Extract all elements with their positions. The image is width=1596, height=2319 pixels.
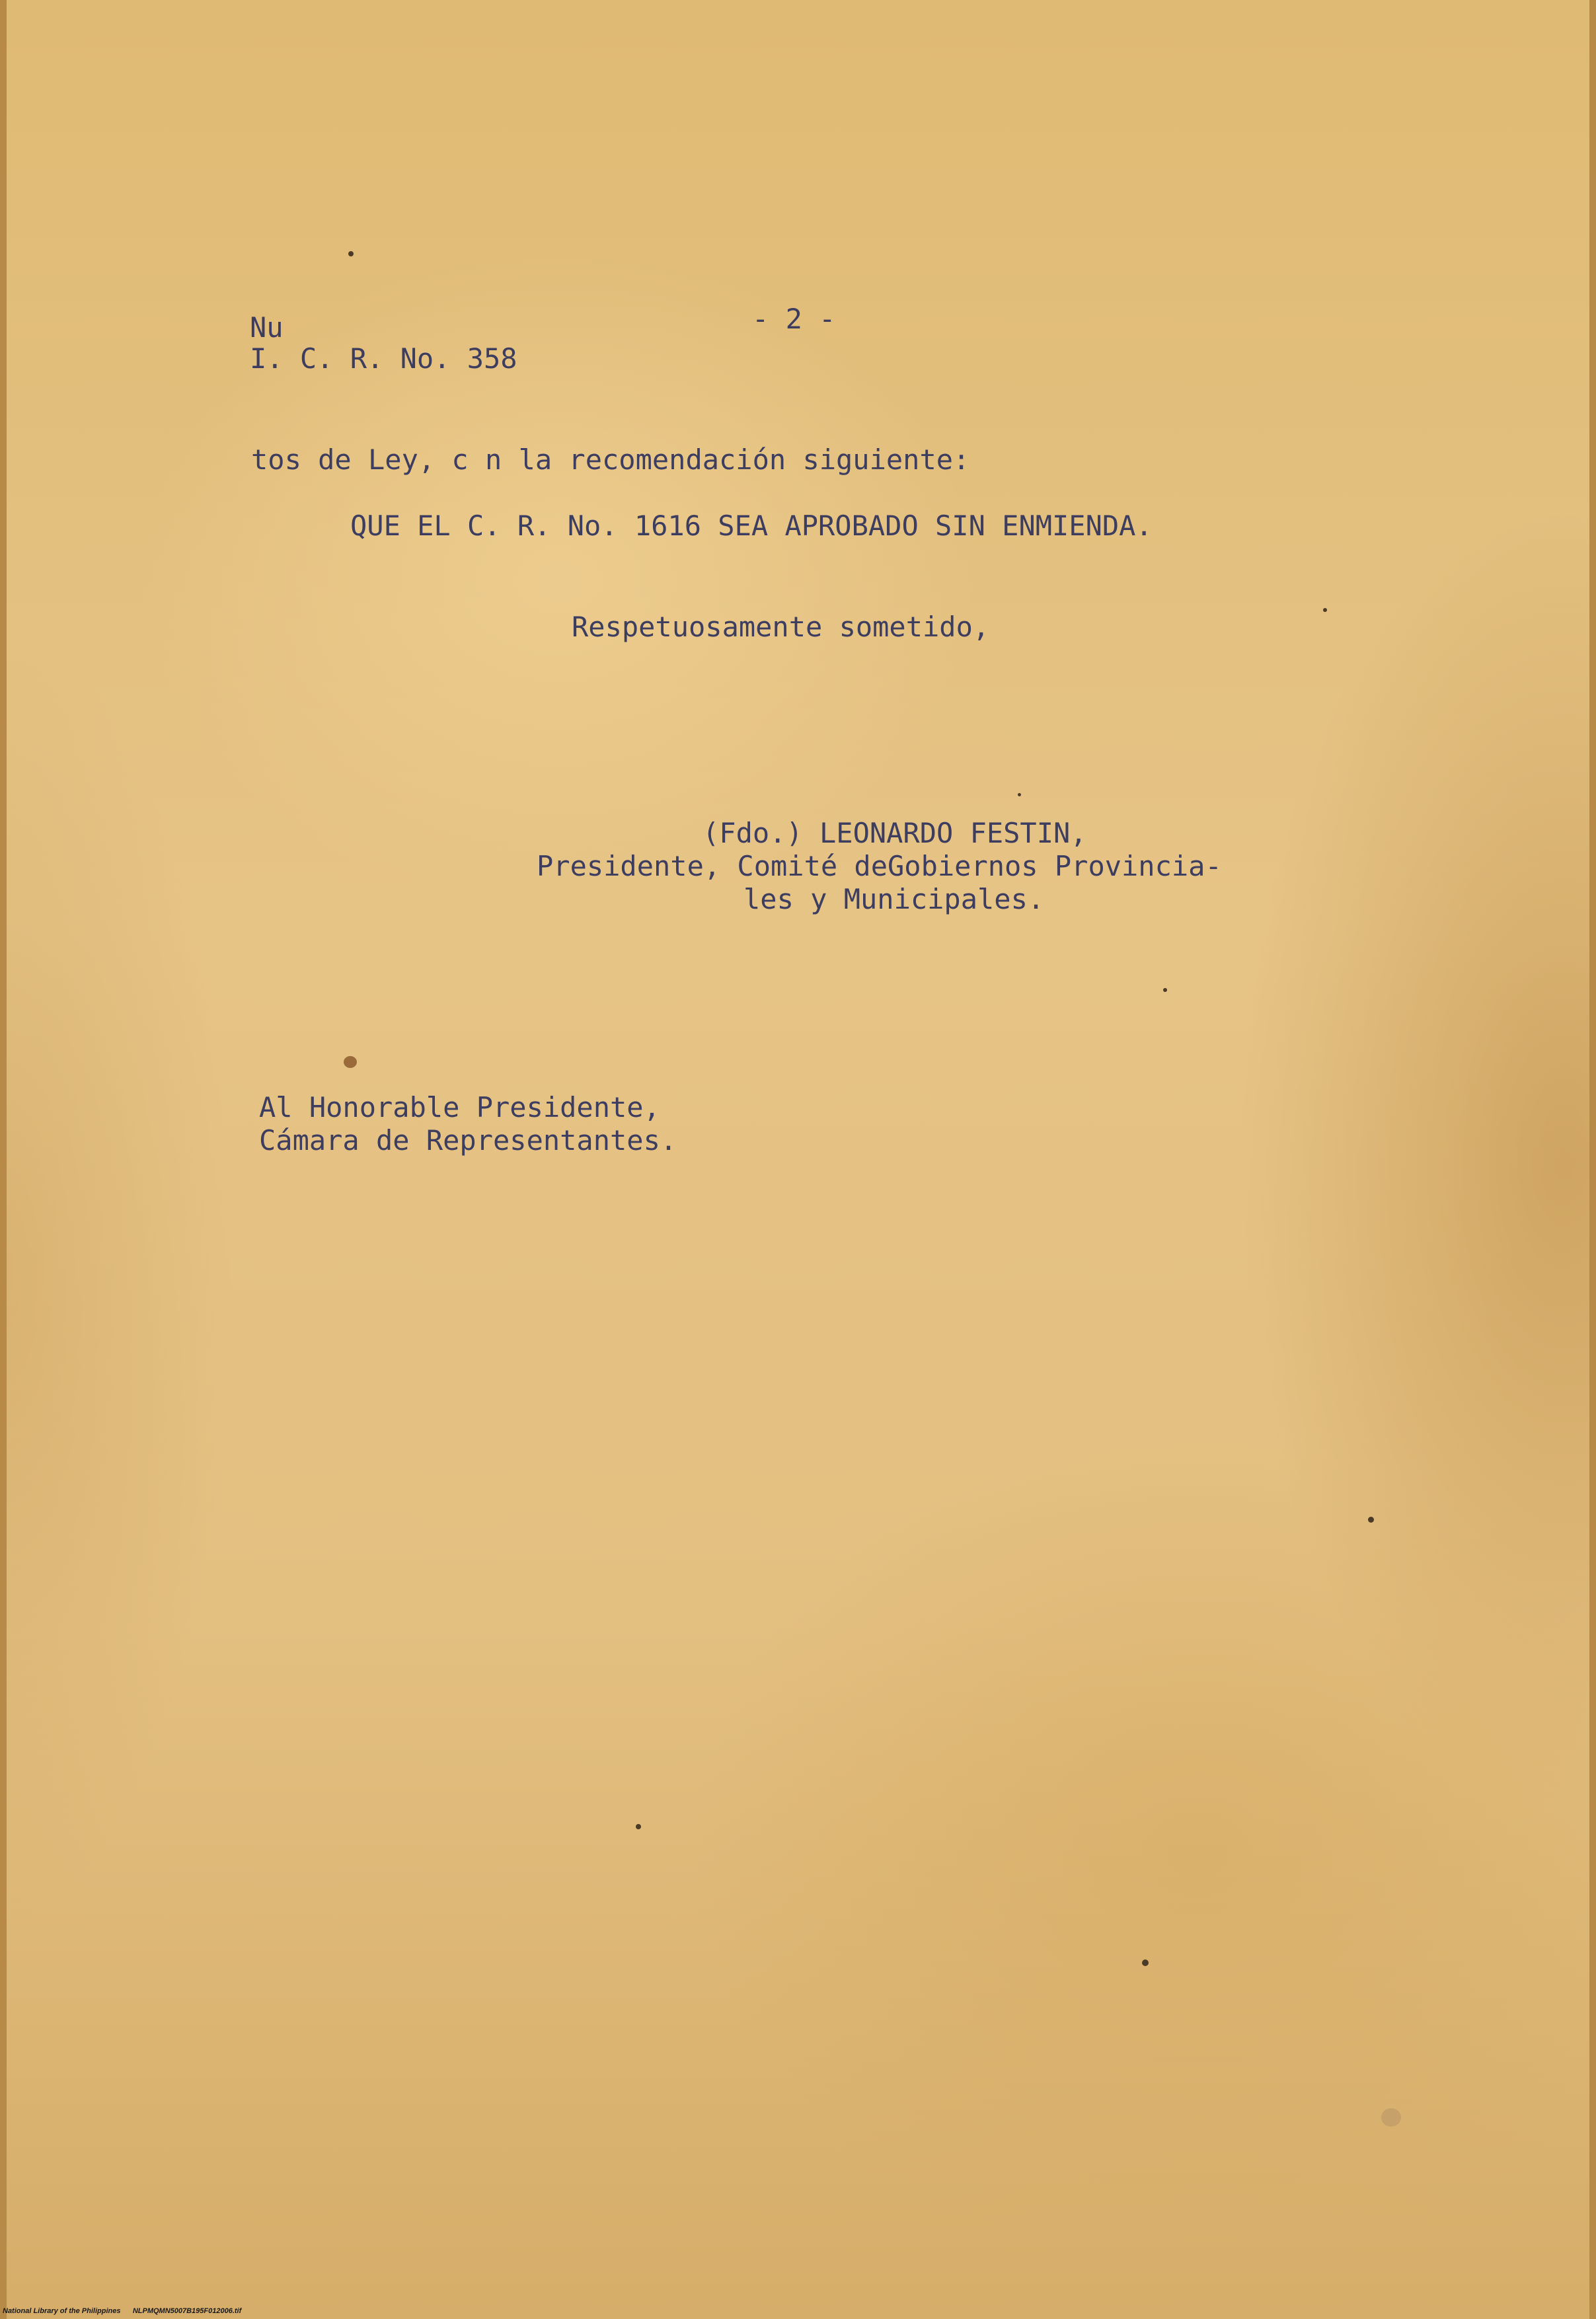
- page-edge-right: [1589, 0, 1596, 2319]
- dust-spot: [1368, 1517, 1374, 1523]
- dust-spot: [636, 1824, 641, 1829]
- stain-spot: [344, 1056, 357, 1068]
- file-id: NLPMQMN5007B195F012006.tif: [132, 2307, 242, 2315]
- header-initials: Nu: [250, 311, 284, 344]
- signature-title-line-1: Presidente, Comité deGobiernos Provincia-: [537, 850, 1222, 882]
- page-number: - 2 -: [752, 303, 836, 335]
- signature-title-line-2: les y Municipales.: [743, 883, 1045, 915]
- signature-name: (Fdo.) LEONARDO FESTIN,: [703, 817, 1087, 849]
- archive-name: National Library of the Philippines: [3, 2307, 121, 2315]
- addressee-line-1: Al Honorable Presidente,: [259, 1091, 660, 1123]
- dust-spot: [348, 251, 354, 256]
- dust-spot: [1323, 608, 1327, 612]
- reference-number: I. C. R. No. 358: [250, 342, 517, 375]
- stain-spot: [1381, 2108, 1401, 2127]
- page-edge-left: [0, 0, 7, 2319]
- dust-spot: [1018, 793, 1021, 796]
- dust-spot: [1163, 988, 1167, 992]
- archive-footer: [3, 2307, 241, 2315]
- recommendation-line: QUE EL C. R. No. 1616 SEA APROBADO SIN ENMIENDA.: [350, 510, 1153, 542]
- continuation-line: tos de Ley, c n la recomendación siguiente:: [251, 443, 970, 476]
- dust-spot: [1142, 1959, 1149, 1966]
- closing-line: Respetuosamente sometido,: [572, 611, 990, 643]
- addressee-line-2: Cámara de Representantes.: [259, 1124, 677, 1157]
